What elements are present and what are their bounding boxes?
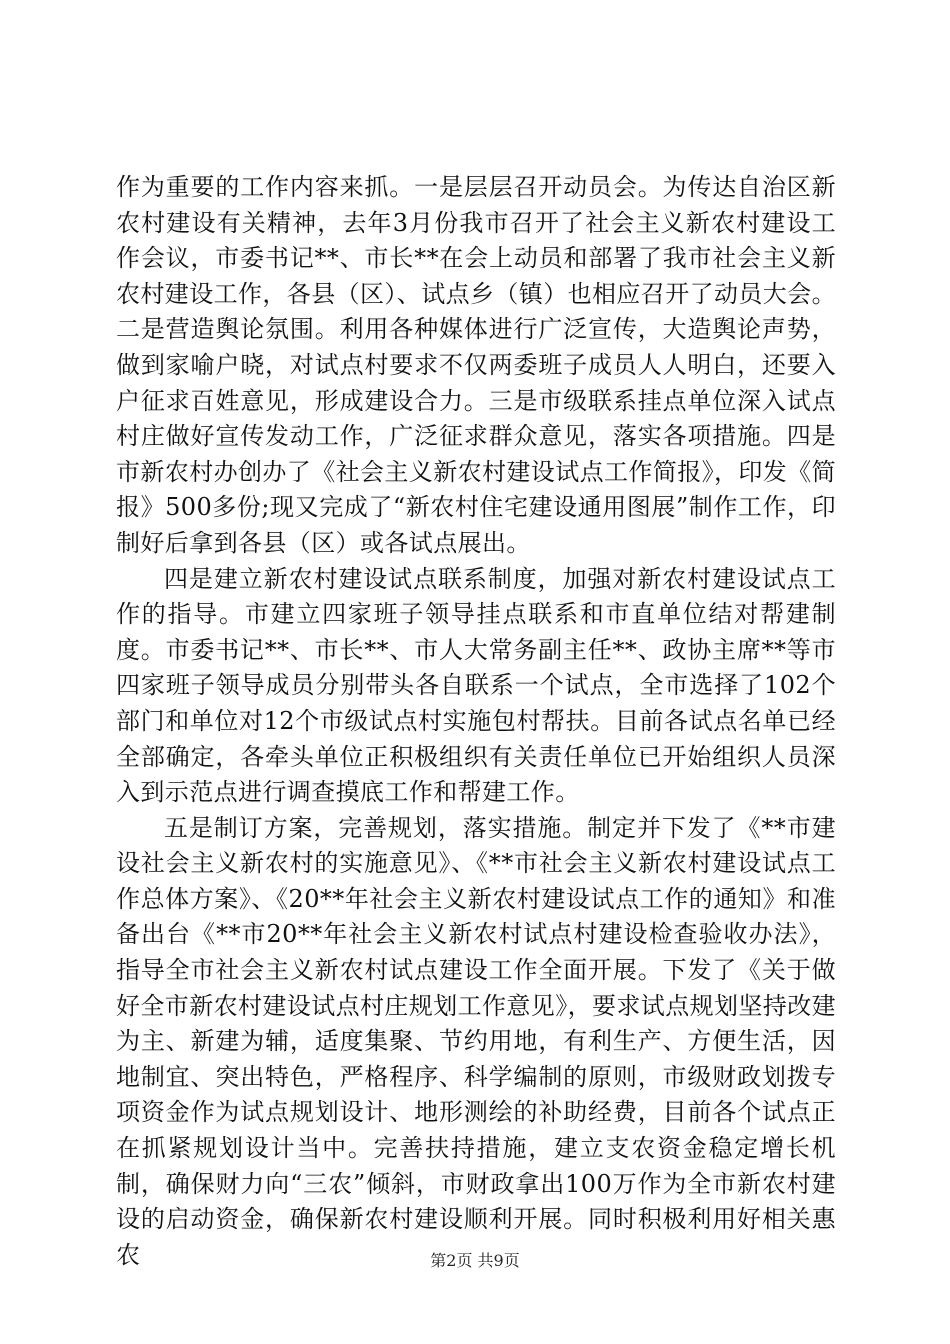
paragraph-four-liaison-system: 四是建立新农村建设试点联系制度，加强对新农村建设试点工作的指导。市建立四家班子领导挂点联系和市直单位结对帮建制度。市委书记**、市长**、市人大常务副主任**、政协主席**等市四家班子领导成员分别带头各自联系一个试点，全市选择了102个部门和单位对12个市级试点村实施包村帮扶。目前各试点名单已经全部确定，各牵头单位正积极组织有关责任单位已开始组织人员深入到示范点进行调查摸底工作和帮建工作。 xyxy=(116,564,836,807)
document-body xyxy=(116,170,836,1273)
page-footer: 第2页 共9页 xyxy=(430,1251,520,1270)
paragraph-continued: 作为重要的工作内容来抓。一是层层召开动员会。为传达自治区新农村建设有关精神，去年3月份我市召开了社会主义新农村建设工作会议，市委书记**、市长**在会上动员和部署了我市社会主义新农村建设工作，各县（区）、试点乡（镇）也相应召开了动员大会。二是营造舆论氛围。利用各种媒体进行广泛宣传，大造舆论声势，做到家喻户晓，对试点村要求不仅两委班子成员人人明白，还要入户征求百姓意见，形成建设合力。三是市级联系挂点单位深入试点村庄做好宣传发动工作，广泛征求群众意见，落实各项措施。四是市新农村办创办了《社会主义新农村建设试点工作简报》，印发《简报》500多份;现又完成了“新农村住宅建设通用图展”制作工作，印制好后拿到各县（区）或各试点展出。 xyxy=(116,173,836,557)
paragraph-five-plans-measures: 五是制订方案，完善规划，落实措施。制定并下发了《**市建设社会主义新农村的实施意见》、《**市社会主义新农村建设试点工作总体方案》、《20**年社会主义新农村建设试点工作的通知》和准备出台《**市20**年社会主义新农村试点村建设检查验收办法》，指导全市社会主义新农村试点建设工作全面开展。下发了《关于做好全市新农村建设试点村庄规划工作意见》，要求试点规划坚持改建为主、新建为辅，适度集聚、节约用地，有利生产、方便生活，因地制宜、突出特色，严格程序、科学编制的原则，市级财政划拨专项资金作为试点规划设计、地形测绘的补助经费，目前各个试点正在抓紧规划设计当中。完善扶持措施，建立支农资金稳定增长机制，确保财力向“三农”倾斜，市财政拿出100万作为全市新农村建设的启动资金，确保新农村建设顺利开展。同时积极利用好相关惠农 xyxy=(116,813,836,1269)
